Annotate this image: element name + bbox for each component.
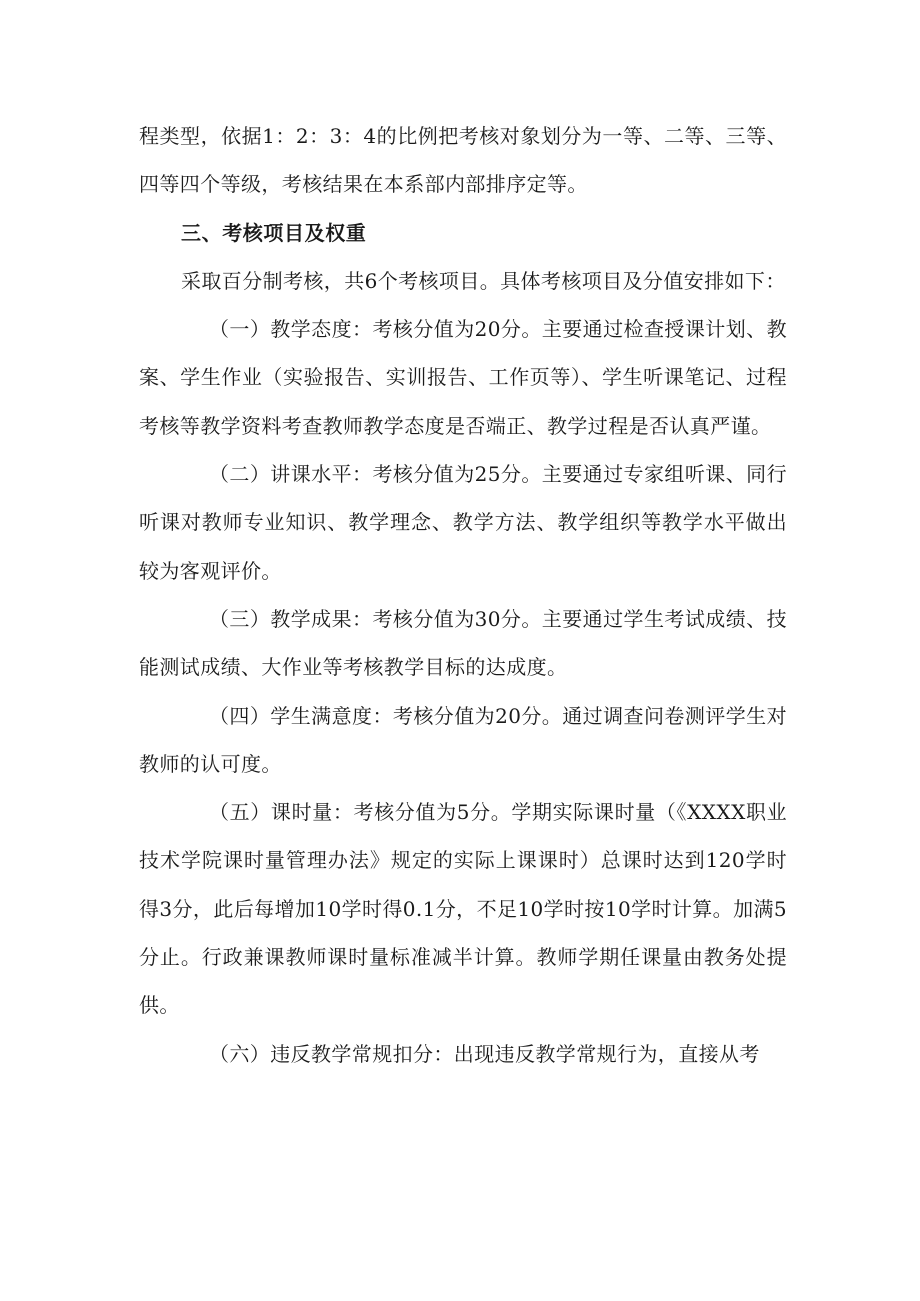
item-teaching-results: （三）教学成果：考核分值为30分。主要通过学生考试成绩、技能测试成绩、大作业等考核教学目标的达成度。 <box>139 606 787 680</box>
item-student-satisfaction: （四）学生满意度：考核分值为20分。通过调查问卷测评学生对教师的认可度。 <box>139 703 787 776</box>
item-lecture-level: （二）讲课水平：考核分值为25分。主要通过专家组听课、同行听课对教师专业知识、教学理念、教学方法、教学组织等教学水平做出较为客观评价。 <box>139 462 787 583</box>
item-class-hours: （五）课时量：考核分值为5分。学期实际课时量（《XXXX职业技术学院课时量管理办法》规定的实际上课课时）总课时达到120学时得3分，此后每增加10学时得0.1分，不足10学时按10学时计算。加满5分止。行政兼课教师课时量标准减半计算。教师学期任课量由教务处提供。 <box>139 800 788 1018</box>
document-body <box>139 112 787 1078</box>
paragraph-continuation: 程类型，依据1：2：3：4的比例把考核对象划分为一等、二等、三等、四等四个等级，考核结果在本系部内部排序定等。 <box>139 124 787 197</box>
section-heading: 三、考核项目及权重 <box>181 220 367 245</box>
item-teaching-attitude: （一）教学态度：考核分值为20分。主要通过检查授课计划、教案、学生作业（实验报告、实训报告、工作页等）、学生听课笔记、过程考核等教学资料考查教师教学态度是否端正、教学过程是否认真严谨。 <box>139 317 787 438</box>
item-rule-violation-deduction: （六）违反教学常规扣分：出现违反教学常规行为，直接从考 <box>209 1041 760 1066</box>
section-intro-paragraph: 采取百分制考核，共6个考核项目。具体考核项目及分值安排如下： <box>181 268 786 293</box>
